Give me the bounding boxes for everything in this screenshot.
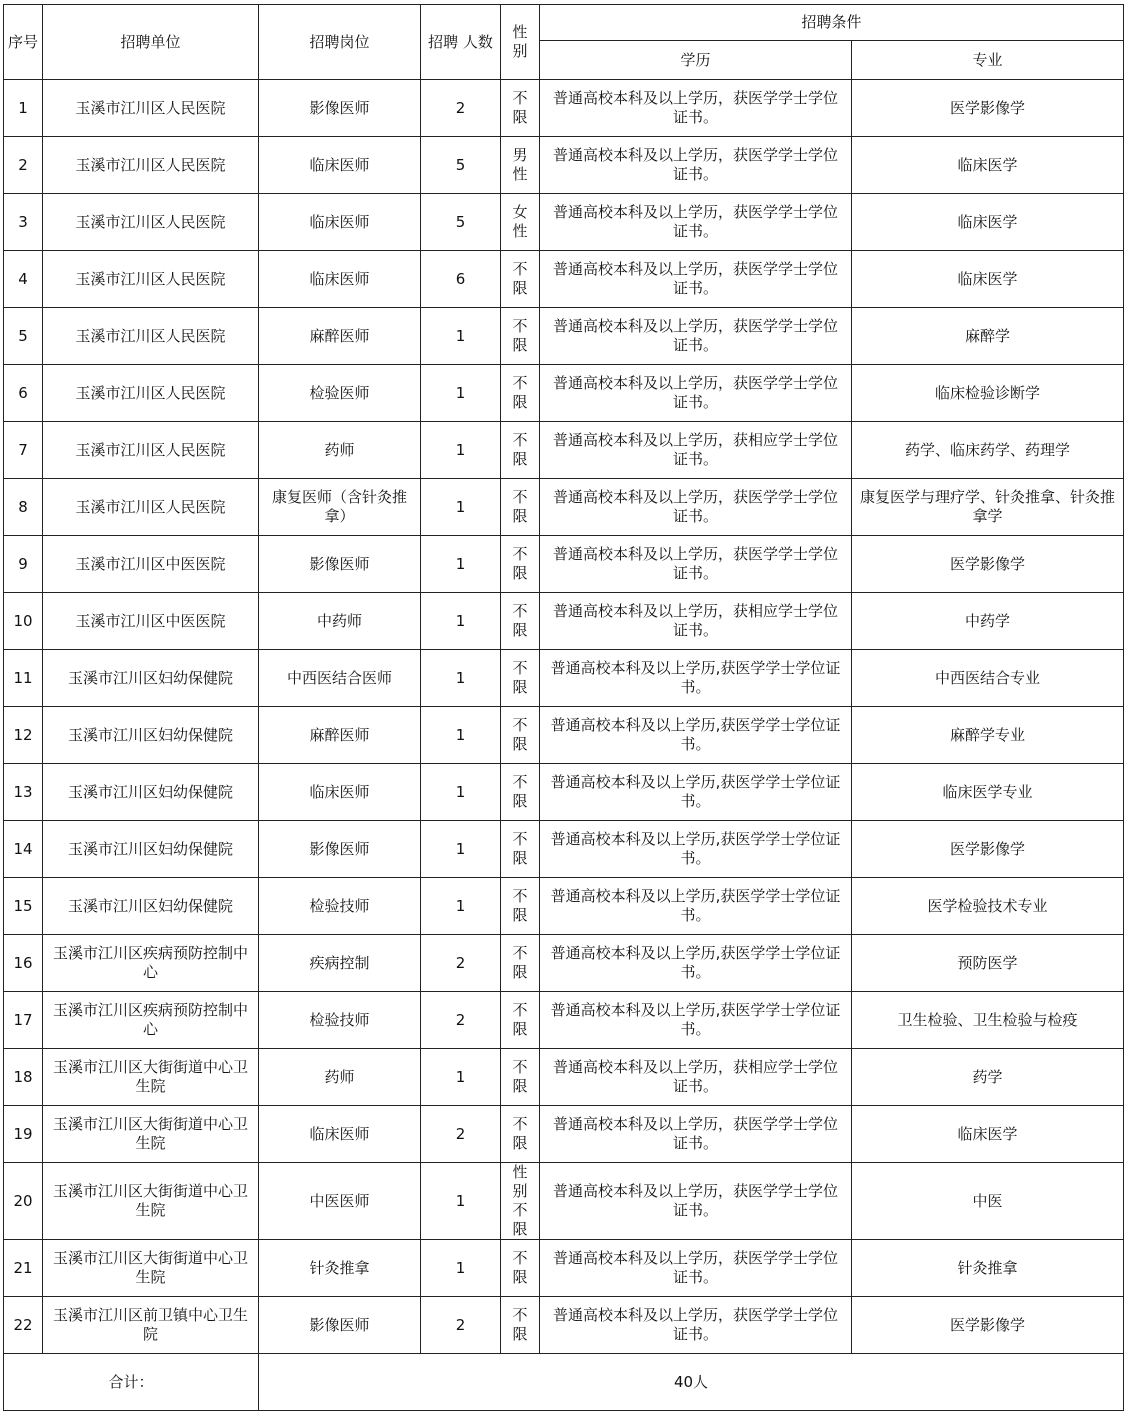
cell-gender-text: 不限 — [512, 545, 528, 582]
cell-unit: 玉溪市江川区人民医院 — [43, 479, 259, 536]
cell-post: 药师 — [259, 422, 421, 479]
cell-index: 1 — [4, 80, 43, 137]
cell-count: 1 — [421, 479, 501, 536]
cell-gender — [501, 80, 540, 137]
header-index: 序号 — [4, 5, 43, 80]
cell-post: 麻醉医师 — [259, 308, 421, 365]
table-body — [4, 80, 1124, 1354]
table-row — [4, 1106, 1124, 1163]
cell-post: 影像医师 — [259, 821, 421, 878]
cell-post: 临床医师 — [259, 1106, 421, 1163]
cell-index: 6 — [4, 365, 43, 422]
cell-unit: 玉溪市江川区疾病预防控制中心 — [43, 935, 259, 992]
cell-post: 临床医师 — [259, 764, 421, 821]
cell-index: 15 — [4, 878, 43, 935]
total-row — [4, 1354, 1124, 1411]
cell-gender — [501, 536, 540, 593]
cell-gender — [501, 1049, 540, 1106]
cell-index: 14 — [4, 821, 43, 878]
cell-major: 麻醉学专业 — [852, 707, 1124, 764]
cell-gender-text: 不限 — [512, 260, 528, 297]
cell-post: 临床医师 — [259, 137, 421, 194]
cell-post: 中医医师 — [259, 1163, 421, 1240]
cell-education: 普通高校本科及以上学历，获医学学士学位证书。 — [540, 536, 852, 593]
cell-post: 中药师 — [259, 593, 421, 650]
cell-gender-text: 不限 — [512, 773, 528, 810]
cell-unit: 玉溪市江川区人民医院 — [43, 365, 259, 422]
cell-index: 12 — [4, 707, 43, 764]
cell-education: 普通高校本科及以上学历,获医学学士学位证书。 — [540, 764, 852, 821]
cell-education: 普通高校本科及以上学历，获相应学士学位证书。 — [540, 1049, 852, 1106]
cell-major: 医学影像学 — [852, 821, 1124, 878]
cell-unit: 玉溪市江川区人民医院 — [43, 80, 259, 137]
cell-gender-text: 不限 — [512, 830, 528, 867]
cell-gender — [501, 935, 540, 992]
cell-gender — [501, 593, 540, 650]
cell-index: 21 — [4, 1240, 43, 1297]
cell-gender — [501, 821, 540, 878]
cell-count: 1 — [421, 1049, 501, 1106]
cell-gender-text: 不限 — [512, 1249, 528, 1286]
cell-count: 1 — [421, 821, 501, 878]
cell-education: 普通高校本科及以上学历，获医学学士学位证书。 — [540, 308, 852, 365]
cell-post: 影像医师 — [259, 1297, 421, 1354]
cell-unit: 玉溪市江川区人民医院 — [43, 137, 259, 194]
cell-major: 临床医学 — [852, 194, 1124, 251]
table-row — [4, 422, 1124, 479]
cell-unit: 玉溪市江川区妇幼保健院 — [43, 707, 259, 764]
cell-education: 普通高校本科及以上学历，获相应学士学位证书。 — [540, 422, 852, 479]
cell-gender — [501, 707, 540, 764]
cell-major: 临床医学 — [852, 1106, 1124, 1163]
cell-post: 药师 — [259, 1049, 421, 1106]
cell-unit: 玉溪市江川区大街街道中心卫生院 — [43, 1163, 259, 1240]
cell-major: 临床医学 — [852, 251, 1124, 308]
cell-major: 康复医学与理疗学、针灸推拿、针灸推拿学 — [852, 479, 1124, 536]
table-row — [4, 821, 1124, 878]
header-gender — [501, 5, 540, 80]
table-row — [4, 479, 1124, 536]
cell-index: 4 — [4, 251, 43, 308]
table-row — [4, 935, 1124, 992]
cell-gender — [501, 422, 540, 479]
cell-education: 普通高校本科及以上学历,获医学学士学位证书。 — [540, 707, 852, 764]
cell-count: 1 — [421, 1163, 501, 1240]
cell-gender-text: 不限 — [512, 716, 528, 753]
header-conditions: 招聘条件 — [540, 5, 1124, 41]
cell-unit: 玉溪市江川区人民医院 — [43, 422, 259, 479]
cell-post: 麻醉医师 — [259, 707, 421, 764]
table-row — [4, 308, 1124, 365]
cell-education: 普通高校本科及以上学历,获医学学士学位证书。 — [540, 650, 852, 707]
cell-education: 普通高校本科及以上学历，获医学学士学位证书。 — [540, 1106, 852, 1163]
cell-count: 1 — [421, 536, 501, 593]
cell-index: 18 — [4, 1049, 43, 1106]
cell-gender — [501, 878, 540, 935]
cell-education: 普通高校本科及以上学历，获医学学士学位证书。 — [540, 365, 852, 422]
cell-index: 7 — [4, 422, 43, 479]
cell-count: 1 — [421, 878, 501, 935]
table-row — [4, 707, 1124, 764]
cell-major: 麻醉学 — [852, 308, 1124, 365]
cell-post: 检验技师 — [259, 878, 421, 935]
cell-index: 8 — [4, 479, 43, 536]
header-post: 招聘岗位 — [259, 5, 421, 80]
cell-major: 中医 — [852, 1163, 1124, 1240]
cell-index: 19 — [4, 1106, 43, 1163]
cell-index: 22 — [4, 1297, 43, 1354]
cell-gender-text: 不限 — [512, 1001, 528, 1038]
table-row — [4, 764, 1124, 821]
cell-post: 中西医结合医师 — [259, 650, 421, 707]
cell-unit: 玉溪市江川区妇幼保健院 — [43, 878, 259, 935]
cell-post: 针灸推拿 — [259, 1240, 421, 1297]
cell-gender — [501, 251, 540, 308]
cell-major: 临床医学专业 — [852, 764, 1124, 821]
header-unit: 招聘单位 — [43, 5, 259, 80]
cell-education: 普通高校本科及以上学历，获医学学士学位证书。 — [540, 137, 852, 194]
cell-count: 1 — [421, 365, 501, 422]
cell-major: 医学影像学 — [852, 536, 1124, 593]
table-row — [4, 251, 1124, 308]
cell-major: 临床检验诊断学 — [852, 365, 1124, 422]
cell-major: 药学 — [852, 1049, 1124, 1106]
cell-unit: 玉溪市江川区妇幼保健院 — [43, 821, 259, 878]
cell-index: 16 — [4, 935, 43, 992]
cell-index: 10 — [4, 593, 43, 650]
cell-gender — [501, 992, 540, 1049]
cell-education: 普通高校本科及以上学历,获医学学士学位证书。 — [540, 878, 852, 935]
table-row — [4, 992, 1124, 1049]
cell-major: 针灸推拿 — [852, 1240, 1124, 1297]
cell-gender-text: 女性 — [512, 203, 528, 240]
total-label: 合计： — [4, 1354, 259, 1411]
header-gender-text: 性别 — [512, 23, 528, 60]
cell-major: 卫生检验、卫生检验与检疫 — [852, 992, 1124, 1049]
cell-gender-text: 不限 — [512, 1306, 528, 1343]
table-row — [4, 194, 1124, 251]
table-row — [4, 536, 1124, 593]
cell-index: 13 — [4, 764, 43, 821]
total-value: 40人 — [259, 1354, 1124, 1411]
cell-index: 20 — [4, 1163, 43, 1240]
cell-gender — [501, 650, 540, 707]
cell-index: 5 — [4, 308, 43, 365]
cell-index: 11 — [4, 650, 43, 707]
cell-gender-text: 不限 — [512, 374, 528, 411]
cell-unit: 玉溪市江川区人民医院 — [43, 251, 259, 308]
table-row — [4, 1049, 1124, 1106]
cell-unit: 玉溪市江川区人民医院 — [43, 308, 259, 365]
table-row — [4, 593, 1124, 650]
cell-count: 1 — [421, 707, 501, 764]
table-row — [4, 878, 1124, 935]
cell-unit: 玉溪市江川区人民医院 — [43, 194, 259, 251]
cell-index: 9 — [4, 536, 43, 593]
cell-index: 3 — [4, 194, 43, 251]
header-count: 招聘 人数 — [421, 5, 501, 80]
cell-gender — [501, 479, 540, 536]
cell-post: 影像医师 — [259, 80, 421, 137]
cell-education: 普通高校本科及以上学历，获医学学士学位证书。 — [540, 80, 852, 137]
cell-unit: 玉溪市江川区前卫镇中心卫生院 — [43, 1297, 259, 1354]
cell-major: 临床医学 — [852, 137, 1124, 194]
cell-gender — [501, 365, 540, 422]
cell-post: 检验医师 — [259, 365, 421, 422]
table-row — [4, 365, 1124, 422]
cell-education: 普通高校本科及以上学历,获医学学士学位证书。 — [540, 992, 852, 1049]
cell-gender-text: 不限 — [512, 89, 528, 126]
cell-major: 中药学 — [852, 593, 1124, 650]
cell-gender — [501, 308, 540, 365]
cell-major: 预防医学 — [852, 935, 1124, 992]
table-row — [4, 1163, 1124, 1240]
cell-count: 6 — [421, 251, 501, 308]
cell-education: 普通高校本科及以上学历，获医学学士学位证书。 — [540, 1297, 852, 1354]
cell-gender — [501, 1297, 540, 1354]
cell-count: 2 — [421, 992, 501, 1049]
cell-gender — [501, 137, 540, 194]
cell-count: 5 — [421, 194, 501, 251]
cell-unit: 玉溪市江川区大街街道中心卫生院 — [43, 1106, 259, 1163]
cell-gender — [501, 1240, 540, 1297]
cell-gender-text: 不限 — [512, 887, 528, 924]
cell-education: 普通高校本科及以上学历，获医学学士学位证书。 — [540, 194, 852, 251]
cell-index: 2 — [4, 137, 43, 194]
cell-gender — [501, 764, 540, 821]
cell-unit: 玉溪市江川区中医医院 — [43, 593, 259, 650]
cell-gender — [501, 1106, 540, 1163]
cell-gender-text: 不限 — [512, 1058, 528, 1095]
header-education: 学历 — [540, 41, 852, 80]
cell-gender-text: 不限 — [512, 488, 528, 525]
cell-post: 检验技师 — [259, 992, 421, 1049]
cell-gender-text: 不限 — [512, 659, 528, 696]
cell-gender-text: 不限 — [512, 944, 528, 981]
cell-count: 2 — [421, 1297, 501, 1354]
cell-post: 疾病控制 — [259, 935, 421, 992]
cell-gender-text: 性别不限 — [512, 1163, 528, 1238]
cell-count: 1 — [421, 422, 501, 479]
cell-education: 普通高校本科及以上学历，获医学学士学位证书。 — [540, 479, 852, 536]
cell-education: 普通高校本科及以上学历，获医学学士学位证书。 — [540, 1240, 852, 1297]
cell-education: 普通高校本科及以上学历,获医学学士学位证书。 — [540, 935, 852, 992]
table-row — [4, 137, 1124, 194]
table-row — [4, 650, 1124, 707]
cell-count: 2 — [421, 1106, 501, 1163]
cell-major: 医学影像学 — [852, 80, 1124, 137]
cell-count: 1 — [421, 650, 501, 707]
cell-major: 医学检验技术专业 — [852, 878, 1124, 935]
cell-education: 普通高校本科及以上学历，获医学学士学位证书。 — [540, 1163, 852, 1240]
cell-count: 5 — [421, 137, 501, 194]
header-major: 专业 — [852, 41, 1124, 80]
cell-unit: 玉溪市江川区疾病预防控制中心 — [43, 992, 259, 1049]
cell-count: 2 — [421, 935, 501, 992]
table-row — [4, 1240, 1124, 1297]
cell-education: 普通高校本科及以上学历,获医学学士学位证书。 — [540, 821, 852, 878]
cell-unit: 玉溪市江川区妇幼保健院 — [43, 764, 259, 821]
cell-education: 普通高校本科及以上学历，获相应学士学位证书。 — [540, 593, 852, 650]
cell-count: 1 — [421, 308, 501, 365]
cell-gender — [501, 1163, 540, 1240]
cell-count: 1 — [421, 764, 501, 821]
cell-major: 药学、临床药学、药理学 — [852, 422, 1124, 479]
cell-count: 1 — [421, 1240, 501, 1297]
cell-education: 普通高校本科及以上学历，获医学学士学位证书。 — [540, 251, 852, 308]
cell-unit: 玉溪市江川区中医医院 — [43, 536, 259, 593]
table-row — [4, 80, 1124, 137]
cell-gender-text: 不限 — [512, 602, 528, 639]
header-row-top — [4, 5, 1124, 41]
cell-gender — [501, 194, 540, 251]
recruitment-table — [3, 4, 1124, 1411]
table-row — [4, 1297, 1124, 1354]
cell-index: 17 — [4, 992, 43, 1049]
cell-count: 2 — [421, 80, 501, 137]
cell-post: 临床医师 — [259, 194, 421, 251]
cell-unit: 玉溪市江川区大街街道中心卫生院 — [43, 1049, 259, 1106]
cell-major: 中西医结合专业 — [852, 650, 1124, 707]
cell-post: 临床医师 — [259, 251, 421, 308]
cell-gender-text: 不限 — [512, 317, 528, 354]
cell-unit: 玉溪市江川区大街街道中心卫生院 — [43, 1240, 259, 1297]
cell-gender-text: 不限 — [512, 431, 528, 468]
cell-post: 康复医师（含针灸推拿） — [259, 479, 421, 536]
cell-major: 医学影像学 — [852, 1297, 1124, 1354]
cell-gender-text: 男性 — [512, 146, 528, 183]
cell-unit: 玉溪市江川区妇幼保健院 — [43, 650, 259, 707]
cell-count: 1 — [421, 593, 501, 650]
cell-post: 影像医师 — [259, 536, 421, 593]
cell-gender-text: 不限 — [512, 1115, 528, 1152]
